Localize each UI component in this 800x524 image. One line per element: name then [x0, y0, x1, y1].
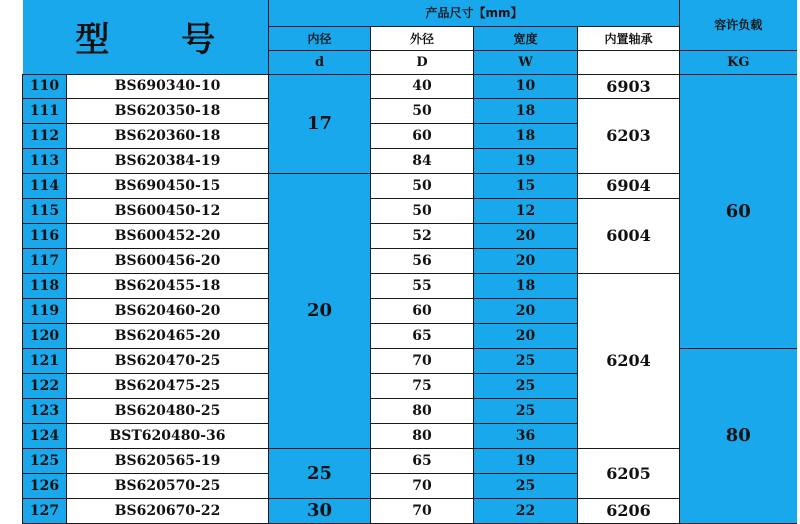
width-value: 36 — [474, 423, 578, 448]
inner-diameter: 17 — [269, 74, 371, 173]
model-code: BS620670-22 — [67, 498, 269, 523]
width-value: 20 — [474, 298, 578, 323]
row-number: 121 — [23, 348, 67, 373]
outer-diameter: 50 — [371, 198, 474, 223]
model-code: BST620480-36 — [67, 423, 269, 448]
col-bearing-header: 内置轴承 — [578, 26, 680, 50]
width-value: 19 — [474, 148, 578, 173]
outer-diameter: 50 — [371, 173, 474, 198]
spec-table — [22, 0, 797, 524]
model-code: BS620360-18 — [67, 123, 269, 148]
width-value: 20 — [474, 248, 578, 273]
width-value: 15 — [474, 173, 578, 198]
unit-width: W — [474, 50, 578, 74]
unit-bearing — [578, 50, 680, 74]
bearing-model: 6004 — [578, 198, 680, 273]
row-number: 117 — [23, 248, 67, 273]
model-code: BS600452-20 — [67, 223, 269, 248]
inner-diameter: 30 — [269, 498, 371, 523]
row-number: 124 — [23, 423, 67, 448]
load-capacity: 80 — [680, 348, 797, 523]
bearing-model: 6903 — [578, 74, 680, 98]
row-number: 125 — [23, 448, 67, 473]
table-row — [23, 348, 797, 373]
width-value: 19 — [474, 448, 578, 473]
model-title: 型 号 — [23, 0, 269, 74]
model-code: BS600456-20 — [67, 248, 269, 273]
model-code: BS620480-25 — [67, 398, 269, 423]
row-number: 118 — [23, 273, 67, 298]
row-number: 122 — [23, 373, 67, 398]
model-code: BS620565-19 — [67, 448, 269, 473]
outer-diameter: 70 — [371, 348, 474, 373]
row-number: 123 — [23, 398, 67, 423]
row-number: 127 — [23, 498, 67, 523]
outer-diameter: 65 — [371, 323, 474, 348]
inner-diameter: 20 — [269, 173, 371, 448]
width-value: 25 — [474, 473, 578, 498]
bearing-model: 6203 — [578, 98, 680, 173]
bearing-model: 6904 — [578, 173, 680, 198]
model-code: BS690450-15 — [67, 173, 269, 198]
table-row — [23, 74, 797, 98]
row-number: 119 — [23, 298, 67, 323]
width-value: 25 — [474, 398, 578, 423]
model-code: BS620465-20 — [67, 323, 269, 348]
width-value: 12 — [474, 198, 578, 223]
inner-diameter: 25 — [269, 448, 371, 498]
model-code: BS620455-18 — [67, 273, 269, 298]
width-value: 10 — [474, 74, 578, 98]
load-capacity: 60 — [680, 74, 797, 348]
load-title: 容许负载 — [680, 0, 797, 50]
outer-diameter: 50 — [371, 98, 474, 123]
dimensions-title: 产品尺寸【mm】 — [269, 0, 680, 26]
col-width-header: 宽度 — [474, 26, 578, 50]
row-number: 111 — [23, 98, 67, 123]
bearing-model: 6205 — [578, 448, 680, 498]
spec-table-frame — [22, 0, 800, 524]
model-code: BS620350-18 — [67, 98, 269, 123]
model-code: BS620475-25 — [67, 373, 269, 398]
row-number: 115 — [23, 198, 67, 223]
width-value: 18 — [474, 273, 578, 298]
outer-diameter: 84 — [371, 148, 474, 173]
width-value: 20 — [474, 223, 578, 248]
width-value: 18 — [474, 123, 578, 148]
row-number: 113 — [23, 148, 67, 173]
row-number: 116 — [23, 223, 67, 248]
model-code: BS600450-12 — [67, 198, 269, 223]
outer-diameter: 60 — [371, 123, 474, 148]
model-code: BS690340-10 — [67, 74, 269, 98]
row-number: 114 — [23, 173, 67, 198]
unit-inner: d — [269, 50, 371, 74]
outer-diameter: 80 — [371, 423, 474, 448]
outer-diameter: 40 — [371, 74, 474, 98]
row-number: 126 — [23, 473, 67, 498]
model-code: BS620470-25 — [67, 348, 269, 373]
outer-diameter: 65 — [371, 448, 474, 473]
row-number: 112 — [23, 123, 67, 148]
model-code: BS620384-19 — [67, 148, 269, 173]
outer-diameter: 75 — [371, 373, 474, 398]
outer-diameter: 80 — [371, 398, 474, 423]
outer-diameter: 55 — [371, 273, 474, 298]
row-number: 120 — [23, 323, 67, 348]
col-outer-header: 外径 — [371, 26, 474, 50]
row-number: 110 — [23, 74, 67, 98]
model-code: BS620460-20 — [67, 298, 269, 323]
outer-diameter: 70 — [371, 498, 474, 523]
width-value: 20 — [474, 323, 578, 348]
width-value: 25 — [474, 348, 578, 373]
col-inner-header: 内径 — [269, 26, 371, 50]
unit-outer: D — [371, 50, 474, 74]
width-value: 22 — [474, 498, 578, 523]
width-value: 18 — [474, 98, 578, 123]
outer-diameter: 60 — [371, 298, 474, 323]
outer-diameter: 56 — [371, 248, 474, 273]
outer-diameter: 70 — [371, 473, 474, 498]
bearing-model: 6206 — [578, 498, 680, 523]
outer-diameter: 52 — [371, 223, 474, 248]
width-value: 25 — [474, 373, 578, 398]
bearing-model: 6204 — [578, 273, 680, 448]
model-code: BS620570-25 — [67, 473, 269, 498]
unit-load: KG — [680, 50, 797, 74]
